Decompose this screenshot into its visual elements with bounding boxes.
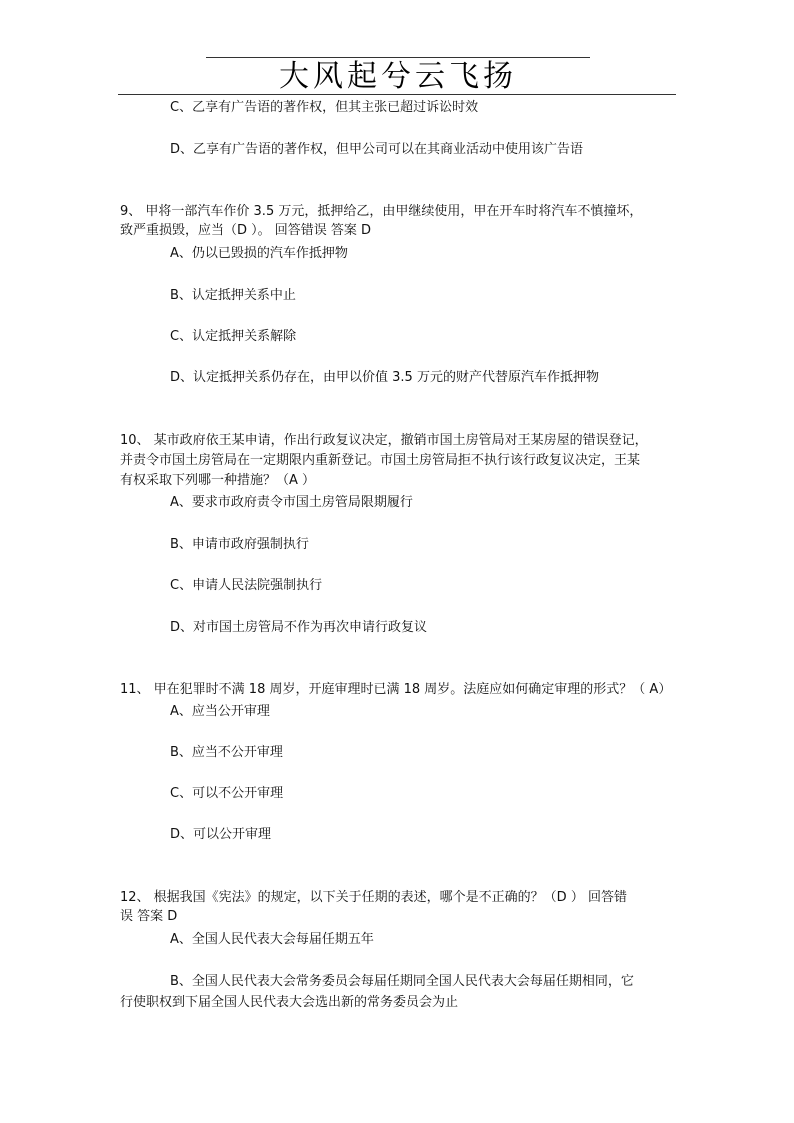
question-10-text: 有权采取下列哪一种措施？（A ） xyxy=(120,473,316,488)
option-b: B、认定抵押关系中止 xyxy=(170,288,296,303)
question-12-text: 误 答案 D xyxy=(120,909,178,924)
option-d: D、乙享有广告语的著作权，但甲公司可以在其商业活动中使用该广告语 xyxy=(170,142,584,157)
option-d: D、可以公开审理 xyxy=(170,827,272,842)
option-a: A、要求市政府责令市国土房管局限期履行 xyxy=(170,495,413,510)
header-rule-bottom xyxy=(118,94,676,95)
option-c: C、申请人民法院强制执行 xyxy=(170,578,323,593)
question-12-text: 12、 根据我国《宪法》的规定，以下关于任期的表述，哪个是不正确的？（D ） 回答错 xyxy=(120,890,627,905)
question-9-text: 致严重损毁，应当（D ）。 回答错误 答案 D xyxy=(120,223,372,238)
question-9-text: 9、 甲将一部汽车作价 3.5 万元，抵押给乙，由甲继续使用，甲在开车时将汽车不慎撞坏， xyxy=(120,204,643,219)
option-c: C、可以不公开审理 xyxy=(170,786,284,801)
option-d: D、对市国土房管局不作为再次申请行政复议 xyxy=(170,620,428,635)
option-a: A、全国人民代表大会每届任期五年 xyxy=(170,932,374,947)
option-b-continuation: 行使职权到下届全国人民代表大会选出新的常务委员会为止 xyxy=(120,995,459,1010)
option-c: C、乙享有广告语的著作权，但其主张已超过诉讼时效 xyxy=(170,100,479,115)
header-title: 大风起兮云飞扬 xyxy=(279,59,517,94)
option-d: D、认定抵押关系仍存在，由甲以价值 3.5 万元的财产代替原汽车作抵押物 xyxy=(170,370,599,385)
option-b: B、申请市政府强制执行 xyxy=(170,537,309,552)
option-a: A、应当公开审理 xyxy=(170,704,270,719)
question-11-text: 11、 甲在犯罪时不满 18 周岁，开庭审理时已满 18 周岁。法庭应如何确定审理的形式？（ A） xyxy=(120,682,672,697)
question-10-text: 10、 某市政府依王某申请，作出行政复议决定，撤销市国土房管局对王某房屋的错误登记， xyxy=(120,433,648,448)
header-rule-top xyxy=(206,57,590,58)
question-10-text: 并责令市国土房管局在一定期限内重新登记。市国土房管局拒不执行该行政复议决定，王某 xyxy=(120,453,641,468)
option-a: A、仍以已毁损的汽车作抵押物 xyxy=(170,246,348,261)
option-b: B、应当不公开审理 xyxy=(170,745,283,760)
option-c: C、认定抵押关系解除 xyxy=(170,329,297,344)
option-b: B、全国人民代表大会常务委员会每届任期同全国人民代表大会每届任期相同，它 xyxy=(170,974,634,989)
